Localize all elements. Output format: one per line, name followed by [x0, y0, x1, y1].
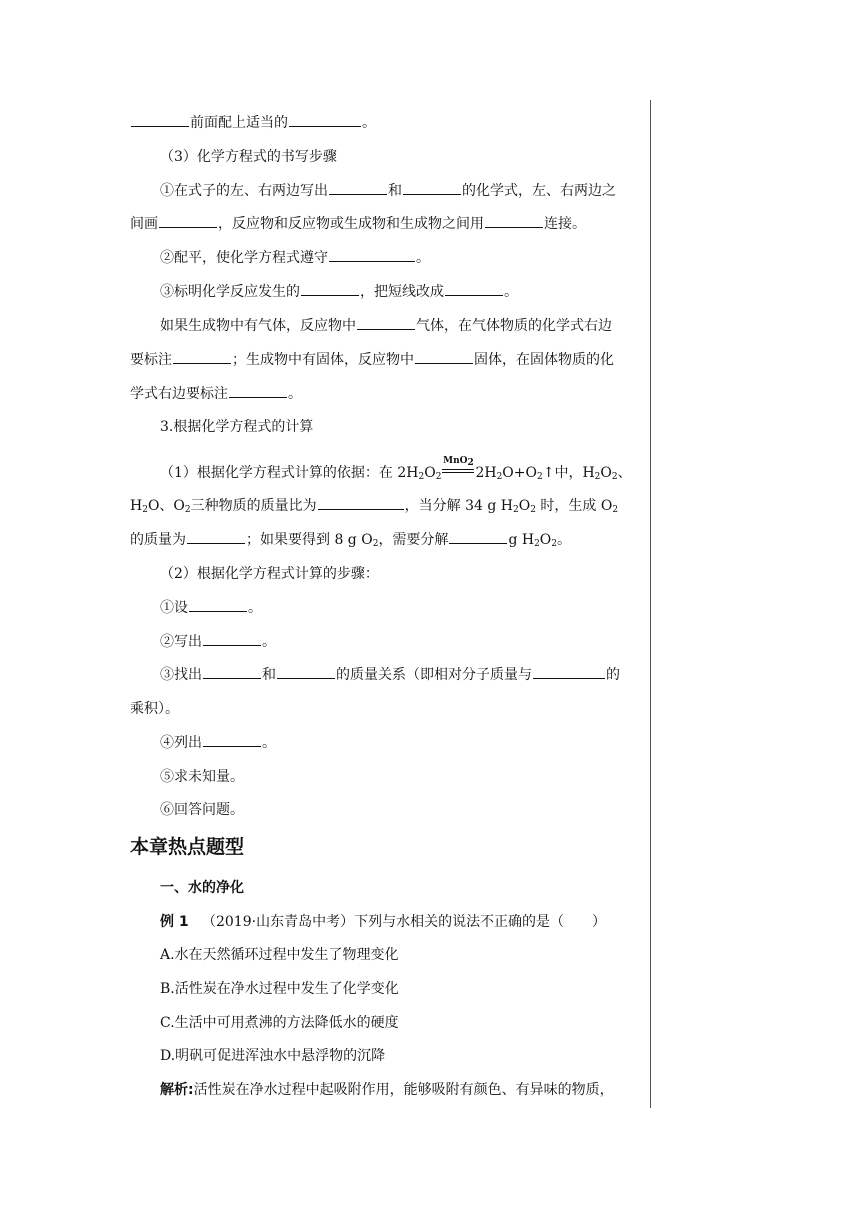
text-line: $H_2O$、$O_2$三种物质的质量比为 ，当分解 34 g $H_2O_2$ 时，生成 $O_2$ [130, 498, 619, 515]
answer-blank[interactable] [131, 113, 189, 127]
answer-blank[interactable] [403, 181, 461, 195]
catalyst-arrow: MnO$_2$ [442, 464, 474, 478]
step-heading: （3）化学方程式的书写步骤 [160, 149, 337, 165]
text-line: ③标明化学反应发生的 ，把短线改成 。 [160, 284, 518, 300]
answer-blank[interactable] [277, 665, 335, 679]
chapter-section-title: 本章热点题型 [130, 836, 245, 858]
text-line: ⑤求未知量。 [160, 769, 244, 785]
text-line: 学式右边要标注 。 [130, 386, 302, 402]
option-c: C.生活中可用煮沸的方法降低水的硬度 [160, 1015, 399, 1031]
step-heading: （2）根据化学方程式计算的步骤： [160, 566, 379, 582]
answer-blank[interactable] [203, 632, 261, 646]
option-a: A.水在天然循环过程中发生了物理变化 [160, 947, 399, 963]
text-line: ①设 。 [160, 600, 262, 616]
answer-blank[interactable] [485, 214, 543, 228]
answer-blank[interactable] [189, 598, 247, 612]
text-line: （1）根据化学方程式计算的依据：在 $2H_2O_2$ MnO$_2$ $2H_2O+O_2↑$中，$H_2O_2$、 [160, 456, 632, 482]
answer-blank[interactable] [229, 384, 287, 398]
answer-blank[interactable] [203, 733, 261, 747]
analysis-label: 解析: [160, 1082, 194, 1098]
answer-blank[interactable] [173, 350, 231, 364]
text-line: ④列出 。 [160, 735, 276, 751]
answer-blank[interactable] [445, 282, 503, 296]
answer-blank[interactable] [301, 282, 359, 296]
subsection-title: 一、水的净化 [160, 880, 244, 896]
text-line: ②写出 。 [160, 634, 276, 650]
answer-blank[interactable] [357, 316, 415, 330]
text-line: ③找出 和 的质量关系（即相对分子质量与 的 [160, 667, 620, 683]
text-line: 如果生成物中有气体，反应物中 气体，在气体物质的化学式右边 [160, 318, 612, 334]
text-line: 前面配上适当的 。 [130, 113, 376, 133]
analysis: 解析:活性炭在净水过程中起吸附作用，能够吸附有颜色、有异味的物质， [160, 1082, 614, 1098]
margin-rule [650, 100, 651, 1108]
text-line: 乘积）。 [130, 701, 179, 717]
example-question: 例 1 （2019·山东青岛中考）下列与水相关的说法不正确的是（ ） [160, 914, 607, 930]
answer-blank[interactable] [329, 248, 415, 262]
answer-blank[interactable] [415, 350, 473, 364]
answer-blank[interactable] [159, 214, 217, 228]
answer-blank[interactable] [318, 496, 404, 510]
section-heading: 3.根据化学方程式的计算 [160, 419, 314, 435]
answer-blank[interactable] [329, 181, 387, 195]
answer-blank[interactable] [533, 665, 605, 679]
answer-blank[interactable] [449, 530, 507, 544]
text-line: 要标注 ；生成物中有固体，反应物中 固体，在固体物质的化 [130, 352, 614, 368]
option-b: B.活性炭在净水过程中发生了化学变化 [160, 981, 399, 997]
text-line: 的质量为 ；如果要得到 8 g $O_2$，需要分解 g $H_2O_2$。 [130, 532, 572, 549]
text-line: ①在式子的左、右两边写出 和 的化学式，左、右两边之 [160, 183, 616, 199]
answer-blank[interactable] [187, 530, 245, 544]
answer-blank[interactable] [203, 665, 261, 679]
option-d: D.明矾可促进浑浊水中悬浮物的沉降 [160, 1048, 386, 1064]
text-line: ⑥回答问题。 [160, 802, 244, 818]
text-line: 间画 ，反应物和反应物或生成物和生成物之间用 连接。 [130, 216, 586, 232]
answer-blank[interactable] [289, 113, 361, 127]
text-line: ②配平，使化学方程式遵守 。 [160, 250, 430, 266]
example-label: 例 1 [160, 914, 189, 930]
